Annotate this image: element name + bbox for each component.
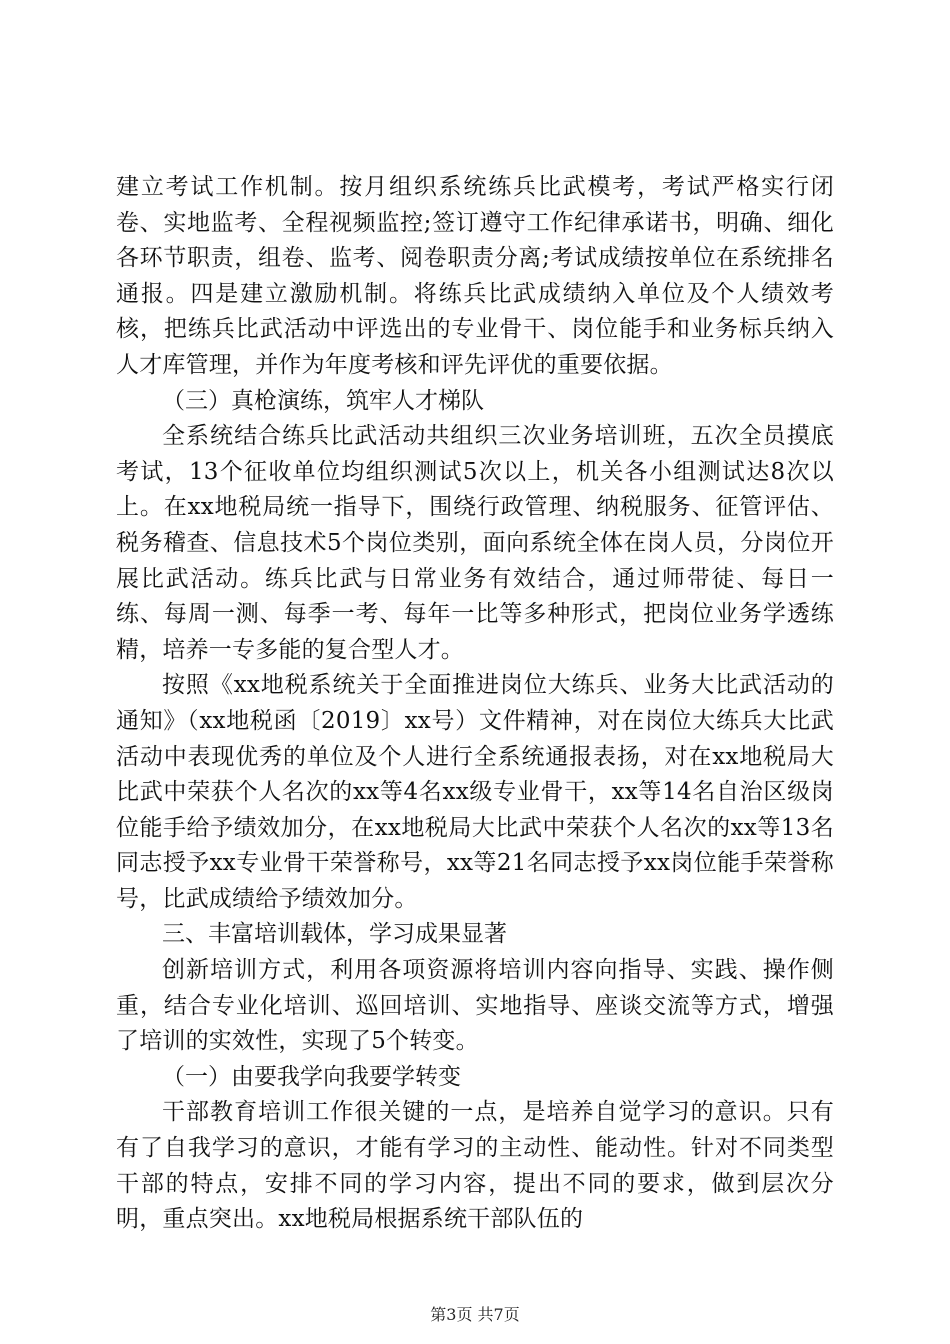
paragraph-exam-mechanism: 建立考试工作机制。按月组织系统练兵比武模考，考试严格实行闭卷、实地监考、全程视频监控;签订遵守工作纪律承诺书，明确、细化各环节职责，组卷、监考、阅卷职责分离;考试成绩按单位在系统排名通报。四是建立激励机制。将练兵比武成绩纳入单位及个人绩效考核，把练兵比武活动中评选出的专业骨干、岗位能手和业务标兵纳入人才库管理，并作为年度考核和评先评优的重要依据。	[116, 174, 834, 378]
paragraph-commendation: 按照《xx地税系统关于全面推进岗位大练兵、业务大比武活动的通知》（xx地税函〔2019〕xx号）文件精神，对在岗位大练兵大比武活动中表现优秀的单位及个人进行全系统通报表扬，对在xx地税局大比武中荣获个人名次的xx等4名xx级专业骨干，xx等14名自治区级岗位能手给予绩效加分，在xx地税局大比武中荣获个人名次的xx等13名同志授予xx专业骨干荣誉称号，xx等21名同志授予xx岗位能手荣誉称号，比武成绩给予绩效加分。	[116, 672, 834, 912]
paragraph-self-learning: 干部教育培训工作很关键的一点，是培养自觉学习的意识。只有有了自我学习的意识，才能有学习的主动性、能动性。针对不同类型干部的特点，安排不同的学习内容，提出不同的要求，做到层次分明，重点突出。xx地税局根据系统干部队伍的	[116, 1099, 834, 1233]
subsection-heading-1: （一）由要我学向我要学转变	[162, 1063, 461, 1090]
paragraph-innovative-training: 创新培训方式，利用各项资源将培训内容向指导、实践、操作侧重，结合专业化培训、巡回培训、实地指导、座谈交流等方式，增强了培训的实效性，实现了5个转变。	[116, 957, 834, 1055]
section-heading-3: （三）真枪演练，筑牢人才梯队	[162, 387, 484, 414]
page-number-footer: 第3页 共7页	[430, 1305, 520, 1324]
paragraph-training-sessions: 全系统结合练兵比武活动共组织三次业务培训班，五次全员摸底考试，13个征收单位均组织测试5次以上，机关各小组测试达8次以上。在xx地税局统一指导下，围绕行政管理、纳税服务、征管评估、税务稽查、信息技术5个岗位类别，面向系统全体在岗人员，分岗位开展比武活动。练兵比武与日常业务有效结合，通过师带徒、每日一练、每周一测、每季一考、每年一比等多种形式，把岗位业务学透练精，培养一专多能的复合型人才。	[116, 423, 834, 663]
section-heading-three: 三、丰富培训载体，学习成果显著	[162, 921, 507, 948]
document-body	[116, 170, 834, 1238]
